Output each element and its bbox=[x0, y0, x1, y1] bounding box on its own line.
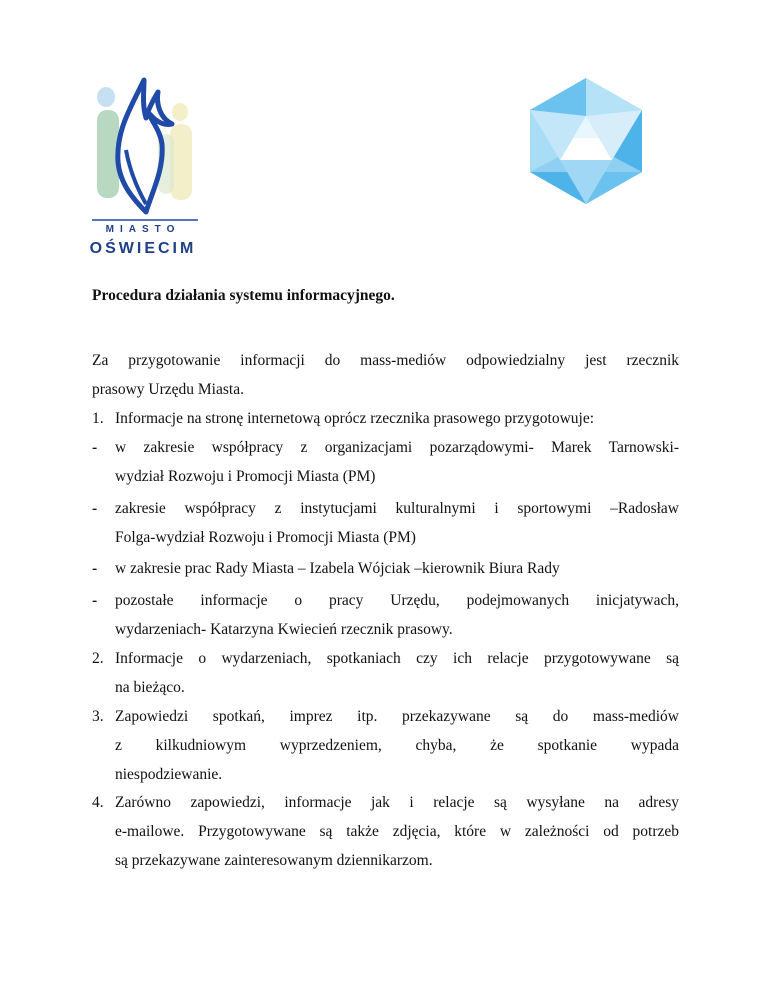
list-item bbox=[92, 554, 679, 583]
list-item-line-2: wydarzeniach- Katarzyna Kwiecień rzecznik prasowy. bbox=[115, 621, 453, 638]
list-item-line-3: są przekazywane zainteresowanym dziennikarzom. bbox=[115, 852, 433, 869]
list-item bbox=[92, 702, 679, 789]
list-item bbox=[92, 788, 679, 875]
intro-paragraph bbox=[92, 346, 679, 404]
dove-emblem-icon bbox=[86, 72, 204, 222]
list-item bbox=[92, 404, 679, 433]
logo-text-miasto: MIASTO bbox=[105, 224, 181, 235]
list-item bbox=[92, 433, 679, 491]
dash-marker: - bbox=[92, 592, 98, 609]
logo-text-oswiecim: OŚWIECIM bbox=[89, 240, 197, 257]
list-marker: 2. bbox=[92, 650, 104, 667]
list-item-line-1: Zarówno zapowiedzi, informacje jak i relacje są wysyłane na adresy bbox=[115, 794, 679, 811]
list-item bbox=[92, 644, 679, 702]
document-title: Procedura działania systemu informacyjnego. bbox=[92, 287, 395, 304]
list-item bbox=[92, 494, 679, 552]
intro-line-1: Za przygotowanie informacji do mass-mediów odpowiedzialny jest rzecznik bbox=[92, 352, 679, 369]
list-item-line-1: w zakresie współpracy z organizacjami pozarządowymi- Marek Tarnowski- bbox=[115, 439, 679, 456]
list-item bbox=[92, 586, 679, 644]
list-item-line-1: Informacje o wydarzeniach, spotkaniach czy ich relacje przygotowywane są bbox=[115, 650, 679, 667]
hexagon-gem-icon bbox=[524, 76, 648, 206]
intro-line-2: prasowy Urzędu Miasta. bbox=[92, 381, 244, 398]
list-item-line-3: niespodziewanie. bbox=[115, 766, 223, 783]
hexagon-logo bbox=[524, 76, 648, 206]
list-marker: 4. bbox=[92, 794, 104, 811]
list-item-line-2: Folga-wydział Rozwoju i Promocji Miasta (PM) bbox=[115, 529, 416, 546]
dash-marker: - bbox=[92, 500, 98, 517]
dash-marker: - bbox=[92, 560, 98, 577]
list-item-line-1: zakresie współpracy z instytucjami kulturalnymi i sportowymi –Radosław bbox=[115, 500, 679, 517]
list-item-line-1: Zapowiedzi spotkań, imprez itp. przekazywane są do mass-mediów bbox=[115, 708, 679, 725]
list-item-line-2: z kilkudniowym wyprzedzeniem, chyba, że spotkanie wypada bbox=[115, 737, 679, 754]
list-item-line-2: na bieżąco. bbox=[115, 679, 185, 696]
city-logo bbox=[86, 72, 204, 262]
list-item-text: Informacje na stronę internetową oprócz rzecznika prasowego przygotowuje: bbox=[115, 410, 595, 427]
list-item-text: w zakresie prac Rady Miasta – Izabela Wójciak –kierownik Biura Rady bbox=[115, 560, 560, 577]
list-marker: 1. bbox=[92, 410, 104, 427]
list-marker: 3. bbox=[92, 708, 104, 725]
list-item-line-2: e-mailowe. Przygotowywane są także zdjęcia, które w zależności od potrzeb bbox=[115, 823, 679, 840]
dash-marker: - bbox=[92, 439, 98, 456]
list-item-line-1: pozostałe informacje o pracy Urzędu, podejmowanych inicjatywach, bbox=[115, 592, 679, 609]
list-item-line-2: wydział Rozwoju i Promocji Miasta (PM) bbox=[115, 468, 376, 485]
